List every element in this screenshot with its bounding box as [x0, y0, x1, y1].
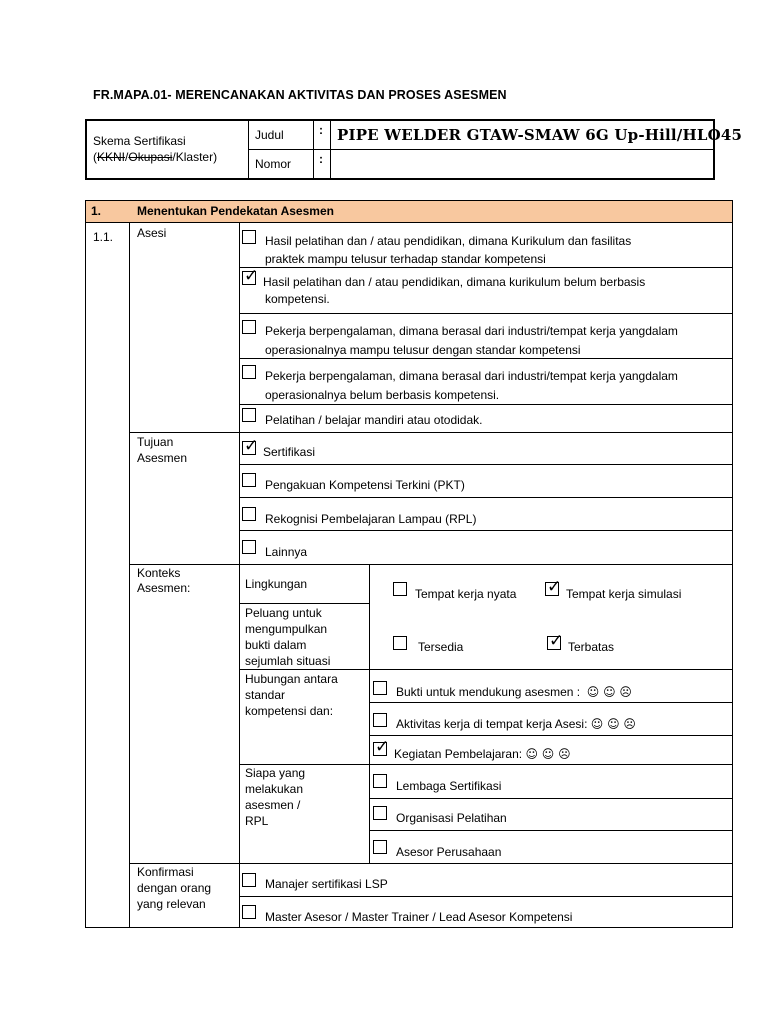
skema-label: Skema Sertifikasi [93, 134, 186, 148]
asesi-checkbox-2[interactable] [242, 266, 259, 286]
nomor-label: Nomor [255, 157, 292, 171]
hubungan-label: kompetensi dan: [245, 704, 334, 718]
tempat-simulasi-checkbox[interactable] [545, 577, 562, 597]
nomor-colon: : [319, 152, 323, 166]
siapa-checkbox-3[interactable] [373, 840, 387, 854]
hubungan-checkbox-3[interactable] [373, 737, 390, 757]
konteks-label-2: Asesmen: [137, 581, 191, 595]
terbatas-label: Terbatas [568, 640, 615, 654]
check-icon: ✓ [549, 631, 564, 651]
tujuan-label-2: Asesmen [137, 451, 188, 465]
tujuan-checkbox-1[interactable] [242, 436, 259, 456]
tersedia-label: Tersedia [418, 640, 464, 654]
tujuan-label: Tujuan [137, 435, 174, 449]
tujuan-option-text: Rekognisi Pembelajaran Lampau (RPL) [265, 512, 477, 526]
tujuan-checkbox-4[interactable] [242, 540, 256, 554]
tempat-nyata-checkbox[interactable] [393, 582, 407, 596]
konfirmasi-label: Konfirmasi [137, 865, 194, 879]
peluang-label: sejumlah situasi [245, 654, 331, 668]
hubungan-option-text: Bukti untuk mendukung asesmen : ☺ ☺ ☹ [396, 685, 632, 699]
judul-label: Judul [255, 128, 284, 142]
asesi-checkbox-5[interactable] [242, 408, 256, 422]
skema-sublabel: (KKNI/Okupasi/Klaster) [93, 150, 218, 164]
asesi-option-text: operasionalnya mampu telusur dengan standar kompetensi [265, 343, 581, 357]
siapa-label: Siapa yang [245, 766, 306, 780]
peluang-label: mengumpulkan [245, 622, 328, 636]
konfirmasi-label: yang relevan [137, 897, 206, 911]
tujuan-checkbox-2[interactable] [242, 473, 256, 487]
asesi-option-text: Pelatihan / belajar mandiri atau otodidak. [265, 413, 483, 427]
hubungan-checkbox-1[interactable] [373, 681, 387, 695]
siapa-label: melakukan [245, 782, 304, 796]
check-icon: ✓ [547, 577, 562, 597]
terbatas-checkbox[interactable] [547, 631, 564, 651]
check-icon: ✓ [244, 266, 259, 286]
hubungan-checkbox-2[interactable] [373, 713, 387, 727]
tujuan-option-text: Sertifikasi [263, 445, 316, 459]
section-title: Menentukan Pendekatan Asesmen [137, 204, 334, 218]
konfirmasi-option-text: Manajer sertifikasi LSP [265, 877, 388, 891]
tempat-nyata-label: Tempat kerja nyata [415, 587, 517, 601]
siapa-option-text: Lembaga Sertifikasi [396, 779, 502, 793]
siapa-label: RPL [245, 814, 269, 828]
asesi-option-text: praktek mampu telusur terhadap standar kompetensi [265, 252, 546, 266]
page-title: FR.MAPA.01- MERENCANAKAN AKTIVITAS DAN PROSES ASESMEN [93, 88, 507, 102]
siapa-checkbox-2[interactable] [373, 806, 387, 820]
asesi-checkbox-4[interactable] [242, 365, 256, 379]
asesi-option-text: Hasil pelatihan dan / atau pendidikan, dimana kurikulum belum berbasis [263, 275, 646, 289]
tujuan-option-text: Lainnya [265, 545, 308, 559]
siapa-option-text: Organisasi Pelatihan [396, 811, 507, 825]
asesi-option-text: Hasil pelatihan dan / atau pendidikan, dimana Kurikulum dan fasilitas [265, 234, 632, 248]
tempat-simulasi-label: Tempat kerja simulasi [566, 587, 682, 601]
peluang-label: Peluang untuk [245, 606, 322, 620]
asesi-option-text: operasionalnya belum berbasis kompetensi. [265, 388, 500, 402]
peluang-label: bukti dalam [245, 638, 307, 652]
satisfaction-faces-icon: ☺ ☺ ☹ [590, 717, 636, 731]
konteks-label: Konteks [137, 566, 181, 580]
hubungan-label: standar [245, 688, 286, 702]
check-icon: ✓ [244, 436, 259, 456]
hubungan-option-text: Kegiatan Pembelajaran: ☺ ☺ ☹ [394, 747, 571, 761]
asesi-checkbox-3[interactable] [242, 320, 256, 334]
konfirmasi-checkbox-1[interactable] [242, 873, 256, 887]
satisfaction-faces-icon: ☺ ☺ ☹ [586, 685, 632, 699]
judul-colon: : [319, 123, 323, 137]
judul-value: PIPE WELDER GTAW-SMAW 6G Up-Hill/HLO45 [337, 126, 743, 144]
konfirmasi-option-text: Master Asesor / Master Trainer / Lead Asesor Kompetensi [265, 910, 573, 924]
tujuan-option-text: Pengakuan Kompetensi Terkini (PKT) [265, 478, 465, 492]
siapa-option-text: Asesor Perusahaan [396, 845, 502, 859]
asesi-label: Asesi [137, 226, 167, 240]
siapa-checkbox-1[interactable] [373, 774, 387, 788]
sub-number: 1.1. [93, 230, 114, 244]
check-icon: ✓ [375, 737, 390, 757]
siapa-label: asesmen / [245, 798, 301, 812]
section-number: 1. [91, 204, 102, 218]
asesi-checkbox-1[interactable] [242, 230, 256, 244]
asesi-option-text: Pekerja berpengalaman, dimana berasal dari industri/tempat kerja yangdalam [265, 324, 678, 338]
konfirmasi-checkbox-2[interactable] [242, 905, 256, 919]
lingkungan-label: Lingkungan [245, 577, 308, 591]
konfirmasi-label: dengan orang [137, 881, 212, 895]
satisfaction-faces-icon: ☺ ☺ ☹ [525, 747, 571, 761]
hubungan-option-text: Aktivitas kerja di tempat kerja Asesi: ☺ ☺ ☹ [396, 717, 636, 731]
asesi-option-text: Pekerja berpengalaman, dimana berasal dari industri/tempat kerja yangdalam [265, 369, 678, 383]
tersedia-checkbox[interactable] [393, 636, 407, 650]
tujuan-checkbox-3[interactable] [242, 507, 256, 521]
hubungan-label: Hubungan antara [245, 672, 338, 686]
asesi-option-text: kompetensi. [265, 292, 330, 306]
